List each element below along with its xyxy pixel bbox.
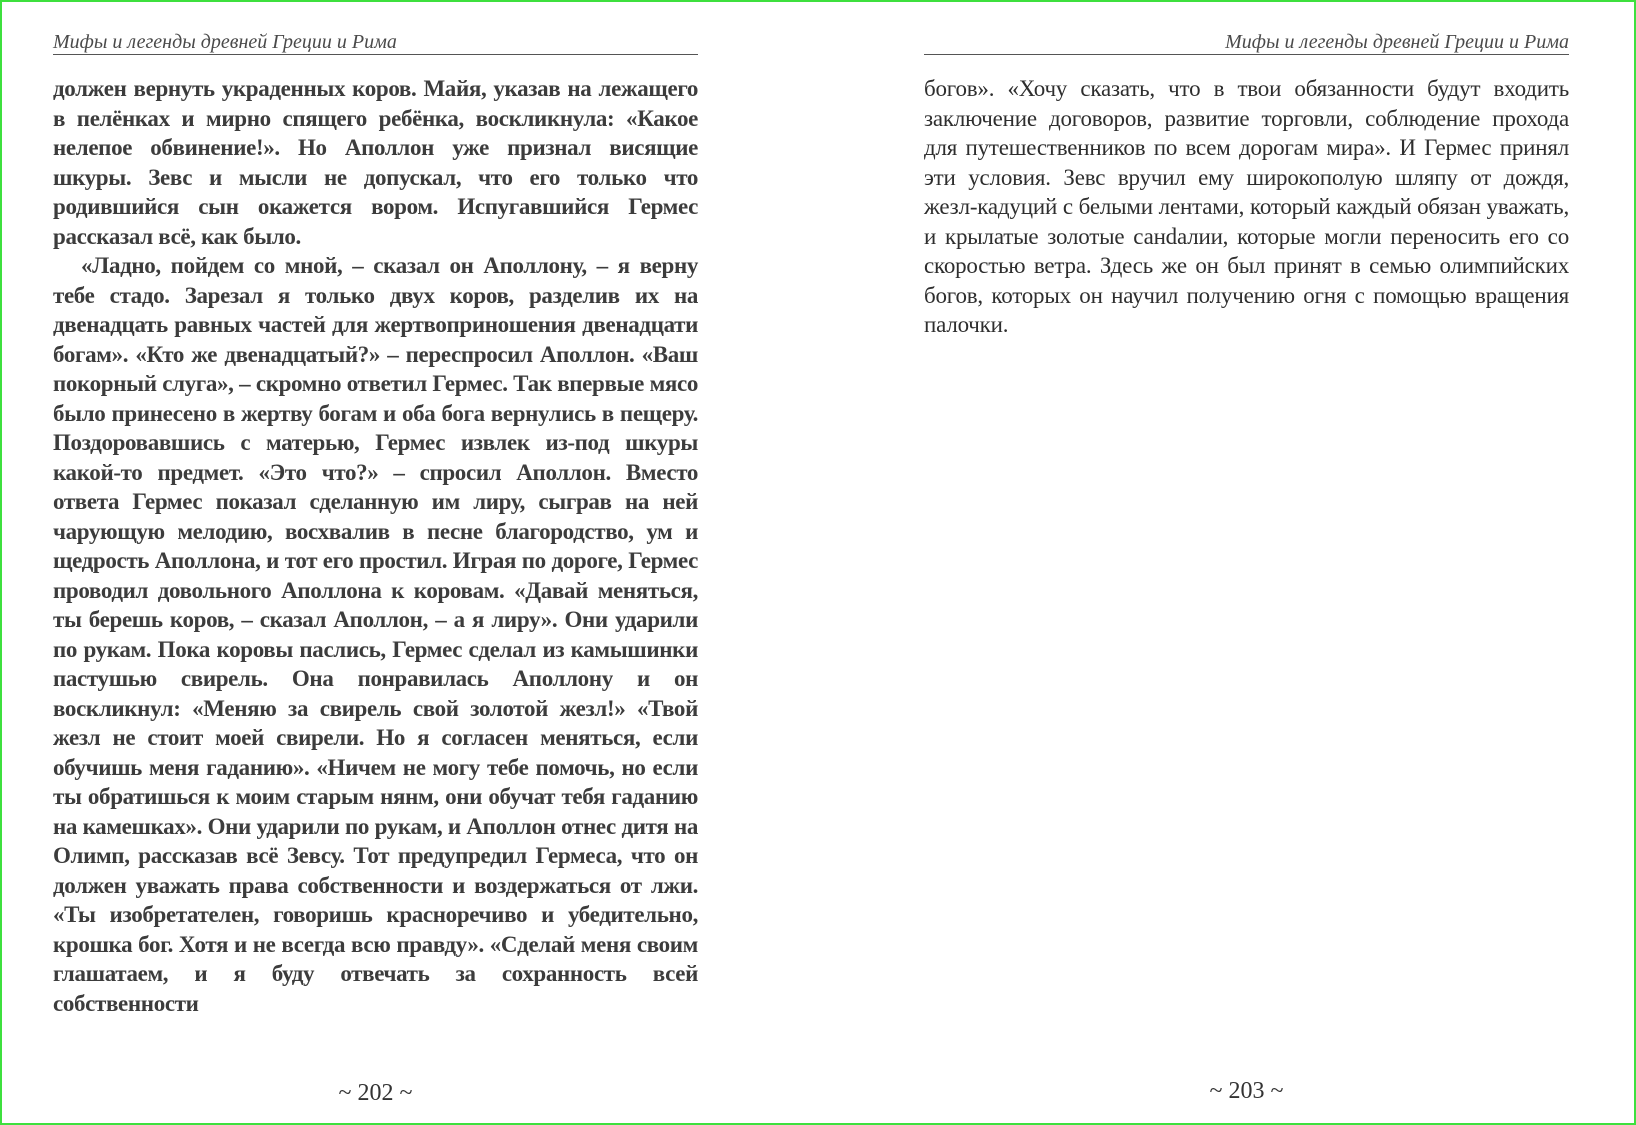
left-running-head: Мифы и легенды древней Греции и Рима (53, 30, 698, 55)
right-page (924, 0, 1569, 1125)
left-page (53, 0, 698, 1125)
right-page-number: ~ 203 ~ (1209, 1078, 1284, 1104)
left-paragraph-2: «Ладно, пойдем со мной, – сказал он Аполлону, – я верну тебе стадо. Зарезал я только двух коров, разделив их на двенадцать равных частей для жертвоприношения двенадцати богам». «Кто же двенадцатый?» – переспросил Аполлон. «Ваш покорный слуга», – скромно ответил Гермес. Так впервые мясо было принесено в жертву богам и оба бога вернулись в пещеру. Поздоровавшись с матерью, Гермес извлек из-под шкуры какой-то предмет. «Это что?» – спросил Аполлон. Вместо ответа Гермес показал сделанную им лиру, сыграв на ней чарующую мелодию, восхвалив в песне благородство, ум и щедрость Аполлона, и тот его простил. Играя по дороге, Гермес проводил довольного Аполлона к коровам. «Давай меняться, ты берешь коров, – сказал Аполлон, – а я лиру». Они ударили по рукам. Пока коровы паслись, Гермес сделал из камышинки пастушью свирель. Она понравилась Аполлону и он воскликнул: «Меняю за свирель свой золотой жезл!» «Твой жезл не стоит моей свирели. Но я согласен меняться, если обучишь меня гаданию». «Ничем не могу тебе помочь, но если ты обратишься к моим старым нянм, они обучат тебя гаданию на камешках». Они ударили по рукам, и Аполлон отнес дитя на Олимп, рассказав всё Зевсу. Тот предупредил Гермеса, что он должен уважать права собственности и воздержаться от лжи. «Ты изобретателен, говоришь красноречиво и убедительно, крошка бог. Хотя и не всегда всю правду». «Сделай меня своим глашатаем, и я буду отвечать за сохранность всей собственности (53, 253, 698, 1016)
left-body-text (53, 74, 698, 1018)
right-paragraph-1: богов». «Хочу сказать, что в твои обязанности будут входить заключение договоров, развитие торговли, соблюдение прохода для путешественников по всем дорогам мира». И Гермес принял эти условия. Зевс вручил ему широкополую шляпу от дождя, жезл-кадуций с белыми лентами, который каждый обязан уважать, и крылатые золотые санdалии, которые могли переносить его со скоростью ветра. Здесь же он был принят в семью олимпийских богов, которых он научил получению огня с помощью вращения палочки. (924, 76, 1569, 337)
right-body-text (924, 74, 1569, 340)
left-page-number: ~ 202 ~ (338, 1080, 413, 1106)
left-paragraph-1: должен вернуть украденных коров. Майя, указав на лежащего в пелёнках и мирно спящего ребёнка, воскликнула: «Какое нелепое обвинение!». Но Аполлон уже признал висящие шкуры. Зевс и мысли не допускал, что его только что родившийся сын окажется вором. Испугавшийся Гермес рассказал всё, как было. (53, 76, 698, 249)
right-running-head: Мифы и легенды древней Греции и Рима (924, 30, 1569, 55)
